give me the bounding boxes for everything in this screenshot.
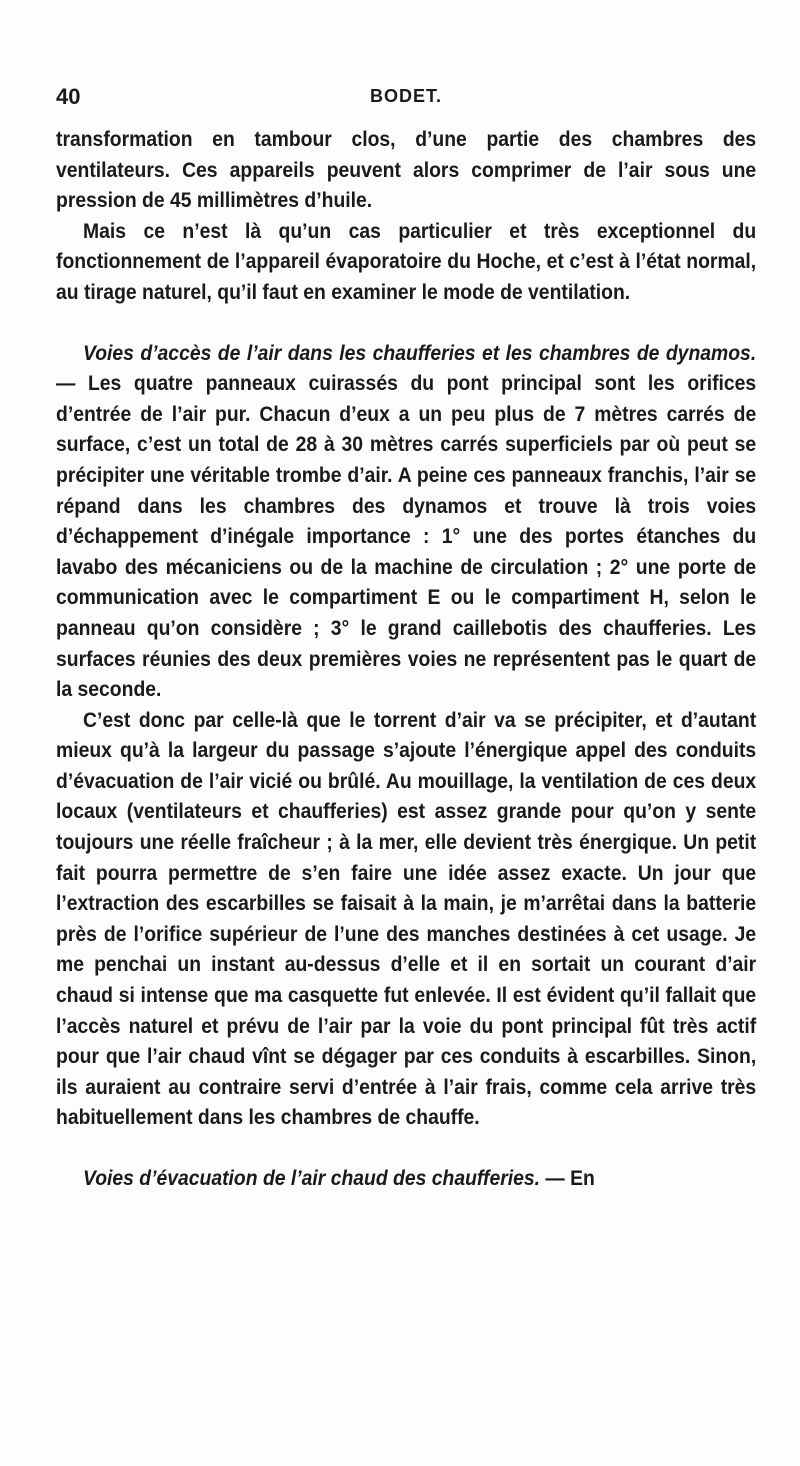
page-body bbox=[56, 124, 756, 1194]
paragraph-normal-operation: Mais ce n’est là qu’un cas particulier et très exceptionnel du fonctionnement de l’appareil évaporatoire du Hoche, et c’est à l’état normal, au tirage naturel, qu’il faut en examiner le mode de ventilation. bbox=[56, 218, 757, 304]
section-gap bbox=[56, 1133, 756, 1163]
paragraph-continuation: transformation en tambour clos, d’une partie des chambres des ventilateurs. Ces appareils peuvent alors comprimer de l’air sous une pression de 45 millimètres d’huile. bbox=[56, 127, 757, 213]
running-head: BODET. bbox=[369, 86, 442, 106]
section-text-hot-air-exhaust: En bbox=[570, 1166, 595, 1190]
section-heading-air-intake: Voies d’accès de l’air dans les chaufferies et les chambres de dynamos. bbox=[83, 340, 757, 365]
section-text-air-intake: Les quatre panneaux cuirassés du pont principal sont les orifices d’entrée de l’air pur. Chacun d’eux a un peu plus de 7 mètres carrés de surface, c’est un total de 28 à 30 mètres carrés superficiels par où peut se précipiter une véritable trombe d’air. A peine ces panneaux franchis, l’air se répand dans les chambres des dynamos et trouve là trois voies d’échappement d’inégale importance : 1° une des portes étanches du lavabo des mécaniciens ou de la machine de circulation ; 2° une porte de communication avec le compartiment E ou le compartiment H, selon le panneau qu’on considère ; 3° le grand caillebotis des chaufferies. Les surfaces réunies des deux premières voies ne représentent pas le quart de la seconde. bbox=[56, 371, 757, 702]
section-heading-hot-air-exhaust: Voies d’évacuation de l’air chaud des chaufferies. bbox=[83, 1166, 541, 1190]
heading-dash: — bbox=[56, 371, 88, 396]
paragraph-air-flow: C’est donc par celle-là que le torrent d’air va se précipiter, et d’autant mieux qu’à la largeur du passage s’ajoute l’énergique appel des conduits d’évacuation de l’air vicié ou brûlé. Au mouillage, la ventilation de ces deux locaux (ventilateurs et chaufferies) est assez grande pour qu’on y sente toujours une réelle fraîcheur ; à la mer, elle devient très énergique. Un petit fait pourra permettre de s’en faire une idée assez exacte. Un jour que l’extraction des escarbilles se faisait à la main, je m’arrêtai dans la batterie près de l’orifice supérieur de l’une des manches destinées à cet usage. Je me penchai un instant au-dessus d’elle et il en sortait un courant d’air chaud si intense que ma casquette fut enlevée. Il est évident qu’il fallait que l’accès naturel et prévu de l’air par la voie du pont principal fût très actif pour que l’air chaud vînt se dégager par ces conduits à escarbilles. Sinon, ils auraient au contraire servi d’entrée à l’air frais, comme cela arrive très habituellement dans les chambres de chauffe. bbox=[56, 707, 757, 1130]
section-air-intake bbox=[56, 338, 756, 705]
page-number: 40 bbox=[56, 84, 81, 109]
heading-dash: — bbox=[540, 1166, 571, 1190]
section-gap bbox=[56, 308, 756, 338]
page-header bbox=[56, 84, 756, 118]
section-hot-air-exhaust bbox=[56, 1163, 756, 1194]
